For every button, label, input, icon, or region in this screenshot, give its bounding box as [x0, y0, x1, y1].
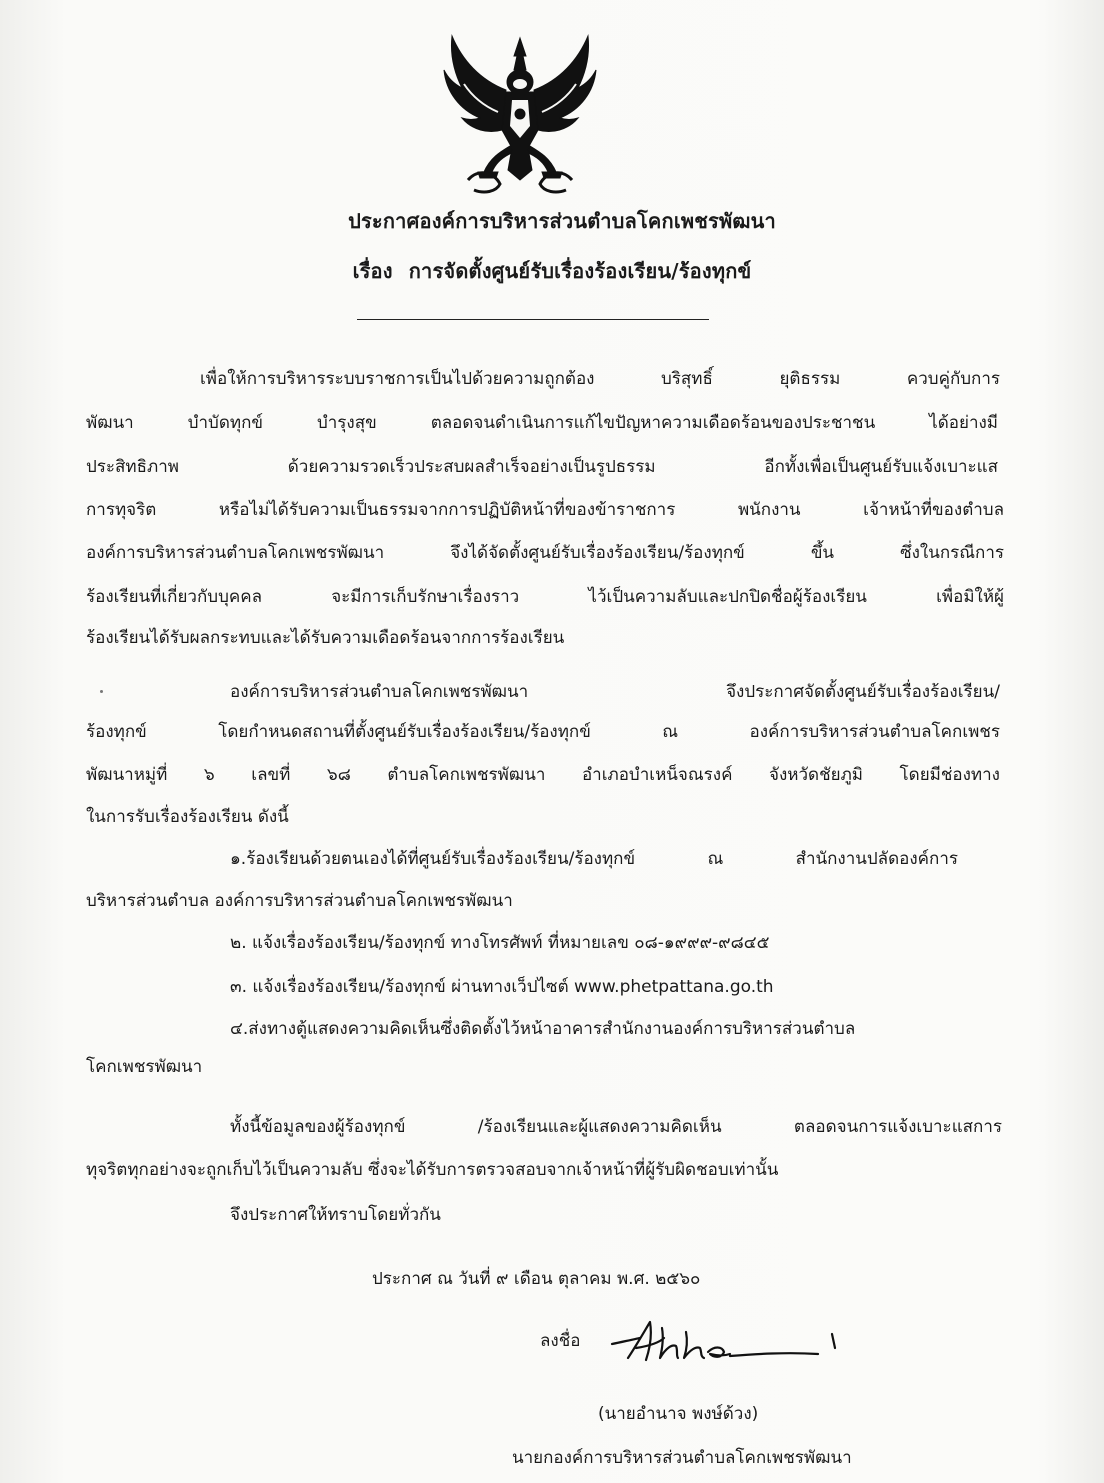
- title-divider: [357, 319, 709, 320]
- signature-label: ลงชื่อ: [540, 1331, 581, 1351]
- announcement-date: ประกาศ ณ วันที่ ๙ เดือน ตุลาคม พ.ศ. ๒๕๖๐: [372, 1269, 701, 1289]
- para2-line-4: ในการรับเรื่องร้องเรียน ดังนี้: [86, 807, 289, 827]
- subject-text: การจัดตั้งศูนย์รับเรื่องร้องเรียน/ร้องทุกข์: [408, 259, 752, 283]
- subject-label: เรื่อง: [352, 259, 393, 283]
- signatory-position: นายกองค์การบริหารส่วนตำบลโคกเพชรพัฒนา: [512, 1448, 852, 1468]
- announcement-subject: [0, 255, 1104, 287]
- para1-line-2: พัฒนา บำบัดทุกข์ บำรุงสุข ตลอดจนดำเนินการแก้ไขปัญหาความเดือดร้อนของประชาชน ได้อย่างมี: [86, 413, 998, 433]
- closing-line: จึงประกาศให้ทราบโดยทั่วกัน: [230, 1205, 441, 1225]
- para1-line-1: เพื่อให้การบริหารระบบราชการเป็นไปด้วยความถูกต้อง บริสุทธิ์ ยุติธรรม ควบคู่กับการ: [200, 369, 1000, 389]
- para1-line-5: องค์การบริหารส่วนตำบลโคกเพชรพัฒนา จึงได้จัดตั้งศูนย์รับเรื่องร้องเรียน/ร้องทุกข์ ขึ้น ซึ่งในกรณีการ: [86, 543, 1004, 563]
- paper-speck: [100, 690, 103, 693]
- channel-2-phone: ๒. แจ้งเรื่องร้องเรียน/ร้องทุกข์ ทางโทรศัพท์ ที่หมายเลข ๐๘-๑๙๙๙-๙๘๔๕: [230, 933, 770, 953]
- para1-line-3: ประสิทธิภาพ ด้วยความรวดเร็วประสบผลสำเร็จอย่างเป็นรูปธรรม อีกทั้งเพื่อเป็นศูนย์รับแจ้งเบาะแส: [86, 457, 998, 477]
- para1-line-7: ร้องเรียนได้รับผลกระทบและได้รับความเดือดร้อนจากการร้องเรียน: [86, 628, 565, 648]
- channel-1-line-1: ๑.ร้องเรียนด้วยตนเองได้ที่ศูนย์รับเรื่องร้องเรียน/ร้องทุกข์ ณ สำนักงานปลัดองค์การ: [230, 849, 958, 869]
- para2-line-3: พัฒนาหมู่ที่ ๖ เลขที่ ๖๘ ตำบลโคกเพชรพัฒนา อำเภอบำเหน็จณรงค์ จังหวัดชัยภูมิ โดยมีช่องทาง: [86, 765, 1000, 785]
- channel-4-line-2: โคกเพชรพัฒนา: [86, 1057, 203, 1077]
- channel-3-website: ๓. แจ้งเรื่องร้องเรียน/ร้องทุกข์ ผ่านทางเว็ปไซต์ www.phetpattana.go.th: [230, 977, 774, 997]
- para3-line-2: ทุจริตทุกอย่างจะถูกเก็บไว้เป็นความลับ ซึ่งจะได้รับการตรวจสอบจากเจ้าหน้าที่ผู้รับผิดชอบเท่านั้น: [86, 1160, 779, 1180]
- para2-line-1: องค์การบริหารส่วนตำบลโคกเพชรพัฒนา จึงประกาศจัดตั้งศูนย์รับเรื่องร้องเรียน/: [230, 682, 1000, 702]
- garuda-emblem-icon: [440, 30, 600, 200]
- handwritten-signature: [606, 1318, 856, 1368]
- channel-4-line-1: ๔.ส่งทางตู้แสดงความคิดเห็นซึ่งติดตั้งไว้หน้าอาคารสำนักงานองค์การบริหารส่วนตำบล: [230, 1019, 856, 1039]
- channel-1-line-2: บริหารส่วนตำบล องค์การบริหารส่วนตำบลโคกเพชรพัฒนา: [86, 891, 513, 911]
- para1-line-6: ร้องเรียนที่เกี่ยวกับบุคคล จะมีการเก็บรักษาเรื่องราว ไว้เป็นความลับและปกปิดชื่อผู้ร้องเรียน เพื่อมิให้ผู้: [86, 587, 1004, 607]
- announcement-title: ประกาศองค์การบริหารส่วนตำบลโคกเพชรพัฒนา: [348, 209, 776, 233]
- para1-line-4: การทุจริต หรือไม่ได้รับความเป็นธรรมจากการปฏิบัติหน้าที่ของข้าราชการ พนักงาน เจ้าหน้าที่ของตำบล: [86, 500, 1004, 520]
- para2-line-2: ร้องทุกข์ โดยกำหนดสถานที่ตั้งศูนย์รับเรื่องร้องเรียน/ร้องทุกข์ ณ องค์การบริหารส่วนตำบลโคกเพชร: [86, 722, 1000, 742]
- signatory-name: (นายอำนาจ พงษ์ด้วง): [598, 1404, 759, 1424]
- para3-line-1: ทั้งนี้ข้อมูลของผู้ร้องทุกข์ /ร้องเรียนและผู้แสดงความคิดเห็น ตลอดจนการแจ้งเบาะแสการ: [230, 1117, 1002, 1137]
